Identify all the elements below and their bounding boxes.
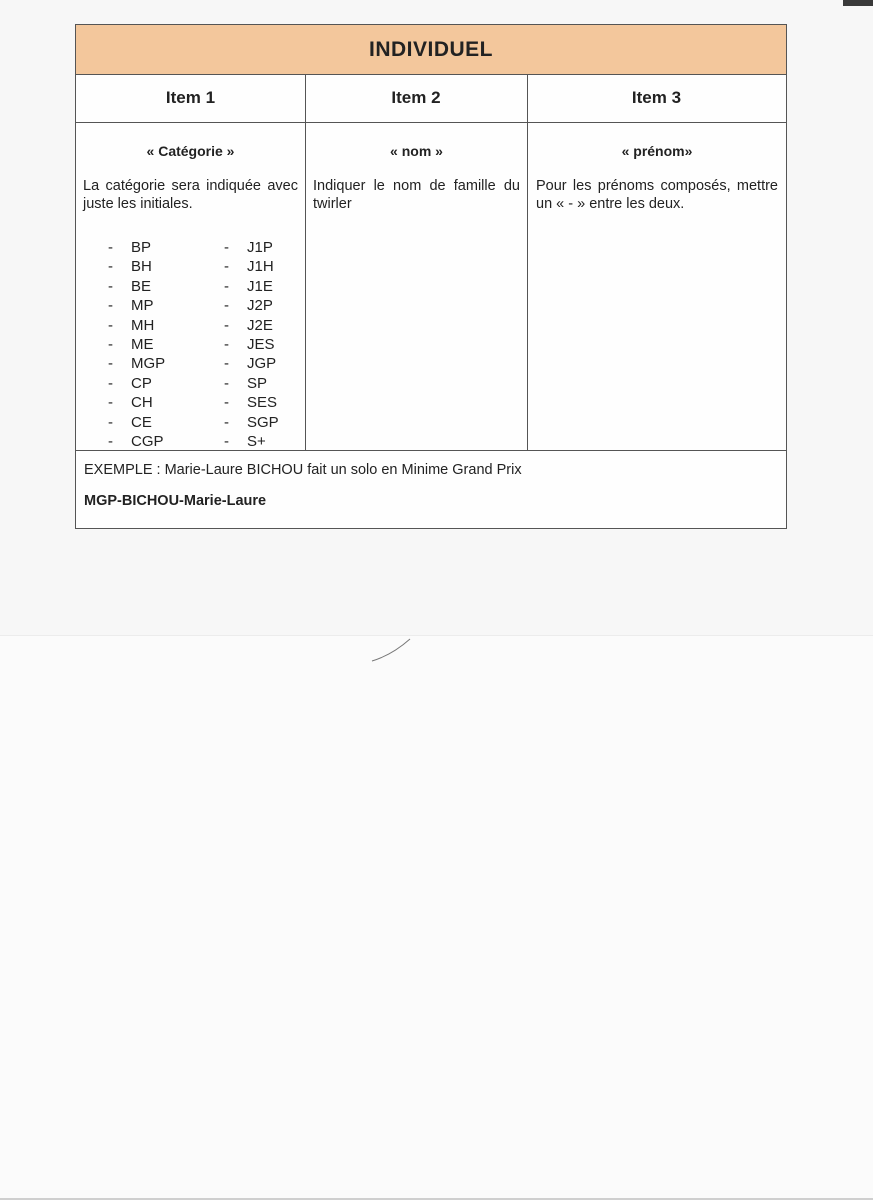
cell-item-3 <box>528 123 786 450</box>
list-item: - JGP <box>224 355 277 373</box>
name-description: Indiquer le nom de famille du twirler <box>313 178 520 212</box>
list-item: - J1H <box>224 258 274 276</box>
cell-item-2 <box>306 123 527 450</box>
pencil-stroke <box>370 635 420 665</box>
list-item: - J1P <box>224 239 273 256</box>
first-name-subtitle: « prénom» <box>621 143 693 159</box>
column-header-item-2: Item 2 <box>305 75 527 123</box>
example-divider <box>76 450 786 451</box>
list-item: - CGP <box>108 433 164 451</box>
scan-page-edge <box>0 635 873 636</box>
list-item: - CH <box>108 394 153 412</box>
list-item: - MGP <box>108 355 166 373</box>
category-list-right <box>224 238 279 451</box>
example-sentence: EXEMPLE : Marie-Laure BICHOU fait un solo en Minime Grand Prix <box>84 462 522 478</box>
individuel-table <box>75 24 787 529</box>
scan-corner-mark <box>843 0 873 6</box>
category-subtitle: « Catégorie » <box>146 143 235 159</box>
list-item: - SGP <box>224 413 279 431</box>
list-item: - CP <box>108 374 152 392</box>
list-item: - BP <box>108 239 152 256</box>
example-code: MGP-BICHOU-Marie-Laure <box>84 493 267 509</box>
list-item: - BE <box>108 277 152 295</box>
list-item: - BH <box>108 258 152 276</box>
table-title: INDIVIDUEL <box>76 25 786 75</box>
list-item: - J1E <box>224 277 273 295</box>
list-item: - ME <box>108 336 154 354</box>
list-item: - CE <box>108 413 152 431</box>
list-item: - J2P <box>224 297 273 315</box>
list-item: - MP <box>108 297 154 315</box>
category-description: La catégorie sera indiquée avec juste les initiales. <box>83 178 298 212</box>
category-list-left <box>108 238 165 451</box>
column-header-item-1: Item 1 <box>76 75 305 123</box>
list-item: - MH <box>108 316 155 334</box>
list-item: - SP <box>224 374 268 392</box>
cell-item-1 <box>76 123 305 450</box>
column-header-item-3: Item 3 <box>527 75 786 123</box>
name-subtitle: « nom » <box>390 143 443 159</box>
list-item: - SES <box>224 394 278 412</box>
first-name-description: Pour les prénoms composés, mettre un « - » entre les deux. <box>536 178 778 212</box>
list-item: - J2E <box>224 316 273 334</box>
list-item: - JES <box>224 336 275 354</box>
list-item: - S+ <box>224 433 266 451</box>
